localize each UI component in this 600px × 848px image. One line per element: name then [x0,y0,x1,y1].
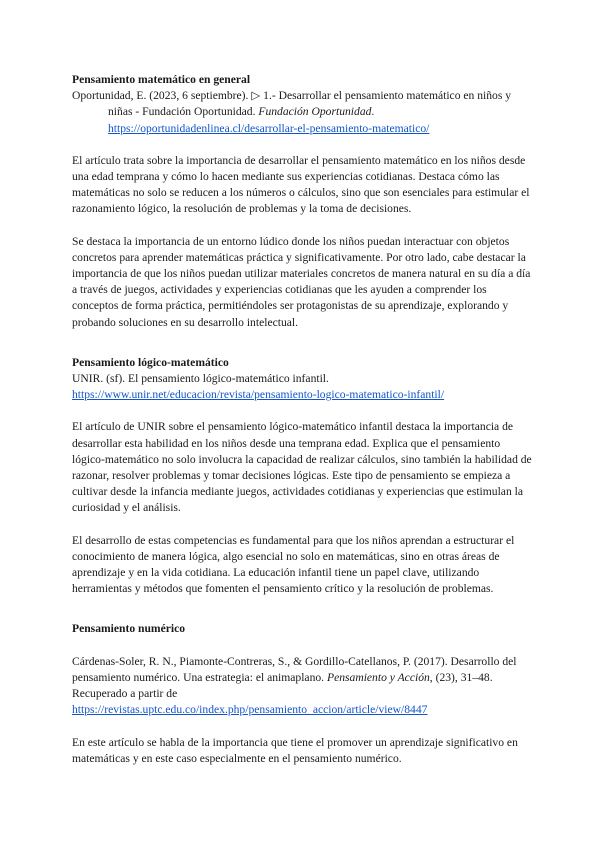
paragraph: En este artículo se habla de la importancia que tiene el promover un aprendizaje significativo en matemáticas y en este caso especialmente en el pensamiento numérico. [72,735,518,765]
reference-link[interactable]: https://revistas.uptc.edu.co/index.php/pensamiento_accion/article/view/8447 [72,703,428,717]
section-heading-general: Pensamiento matemático en general [72,73,251,86]
reference-italic: Fundación Oportunidad [258,105,372,119]
reference-text: Cárdenas-Soler, R. N., Piamonte-Contreras, S., & Gordillo-Catellanos, P. (2017). Desarrollo del pensamiento numérico. Una estrategia: el animaplano. [72,654,517,684]
section-heading-logico: Pensamiento lógico-matemático [72,355,229,369]
paragraph: El artículo de UNIR sobre el pensamiento lógico-matemático infantil destaca la importancia de desarrollar esta habilidad en los niños desde una temprana edad. Explica que el pensamiento lógico-matemático no solo involucra la capacidad de realizar cálculos, sino también la habilidad de razonar, resolver problemas y tomar decisiones lógicas. Este tipo de pensamiento se empieza a cultivar desde la infancia mediante juegos, actividades cotidianas y experiencias que estimulan la curiosidad y el análisis. [72,420,532,515]
reference-entry: UNIR. (sf). El pensamiento lógico-matemático infantil. [72,372,329,386]
reference-entry [72,654,532,719]
reference-italic: Pensamiento y Acción [326,670,430,684]
paragraph: El artículo trata sobre la importancia de desarrollar el pensamiento matemático en los niños desde una edad temprana y cómo lo hacen mediante sus experiencias cotidianas. Destaca cómo las matemáticas no solo se reducen a los números o cálculos, sino que son esenciales para estimular el razonamiento lógico, la resolución de problemas y la toma de decisiones. [72,153,530,216]
reference-text-end: , (23), 31–48. Recuperado a partir de [72,670,493,701]
reference-text-end: . [371,105,375,119]
reference-text: Oportunidad, E. (2023, 6 septiembre). ▷ 1.- Desarrollar el pensamiento matemático en niños y niñas - Fundación Oportunidad. [72,89,512,119]
reference-entry [72,88,532,137]
paragraph: Se destaca la importancia de un entorno lúdico donde los niños puedan interactuar con objetos concretos para aprender matemáticas práctica y significativamente. Por otro lado, cabe destacar la importancia de que los niños puedan utilizar materiales concretos de manera natural en su día a día a través de juegos, actividades y experiencias cotidianas que les ayuden a comprender los conceptos de forma práctica, permitiéndoles ser protagonistas de su aprendizaje, explorando y probando soluciones en su desarrollo intelectual. [72,234,531,329]
reference-link[interactable]: https://oportunidadenlinea.cl/desarrollar-el-pensamiento-matematico/ [108,121,430,135]
reference-link[interactable]: https://www.unir.net/educacion/revista/pensamiento-logico-matematico-infantil/ [72,388,445,402]
document-page [72,72,532,767]
paragraph: El desarrollo de estas competencias es fundamental para que los niños aprendan a estructurar el conocimiento de manera lógica, algo esencial no solo en matemáticas, sino en otras áreas de aprendizaje y en la vida cotidiana. La educación infantil tiene un papel clave, utilizando herramientas y métodos que fomenten el pensamiento crítico y la resolución de problemas. [72,533,515,596]
section-heading-numerico: Pensamiento numérico [72,622,186,636]
